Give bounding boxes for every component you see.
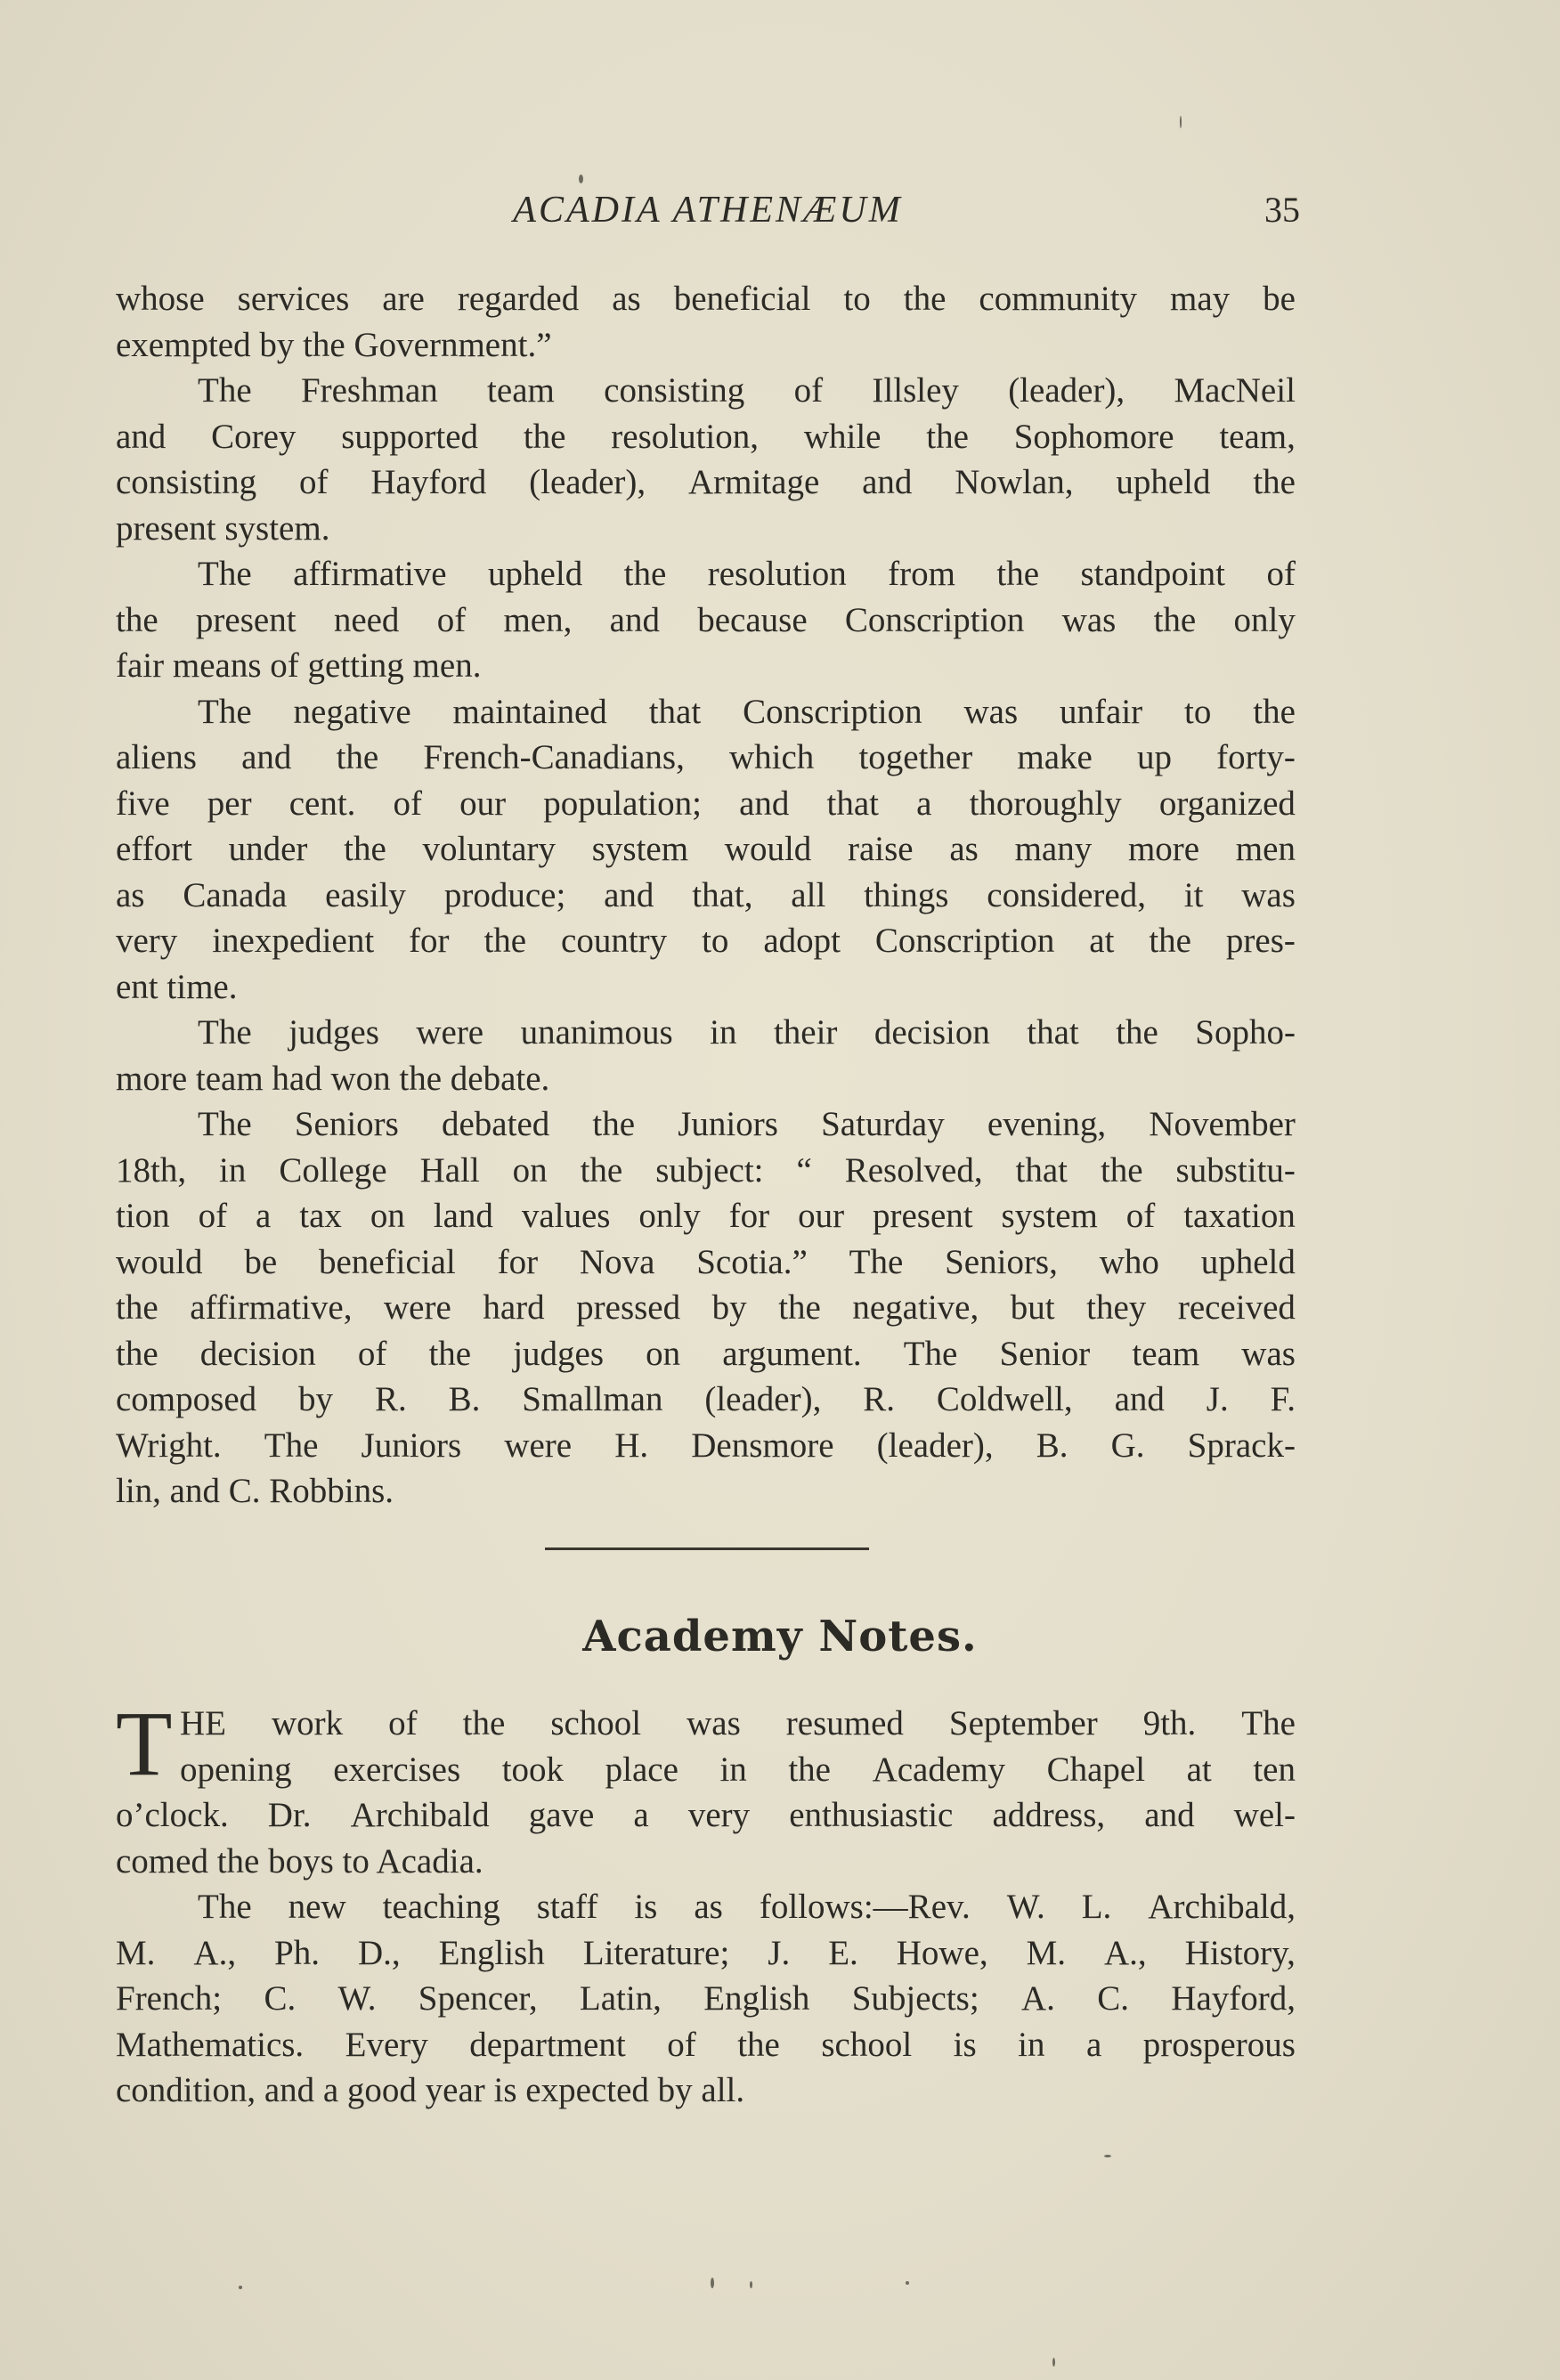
text-line: M. A., Ph. D., English Literature; J. E. Howe, M. A., History, <box>116 1933 1296 1972</box>
text-line: Mathematics. Every department of the school is in a prosperous <box>116 2025 1296 2064</box>
text-line: exempted by the Government.” <box>116 325 552 364</box>
text-line: The negative maintained that Conscription was unfair to the <box>198 692 1296 731</box>
text-line: and Corey supported the resolution, while the Sophomore team, <box>116 417 1296 456</box>
text-line: tion of a tax on land values only for our present system of taxation <box>116 1197 1296 1235</box>
debate-report-text <box>116 276 1296 1515</box>
text-line: five per cent. of our population; and that a thoroughly organized <box>116 784 1296 823</box>
text-line: the decision of the judges on argument. The Senior team was <box>116 1334 1296 1373</box>
ink-speck <box>1180 116 1182 128</box>
drop-cap-lines <box>116 1693 1296 1795</box>
section-heading: Academy Notes. <box>582 1612 978 1661</box>
page-number: 35 <box>1264 190 1300 230</box>
text-line: whose services are regarded as beneficial to the community may be <box>116 280 1296 318</box>
text-line: the present need of men, and because Conscription was the only <box>116 600 1296 639</box>
ink-speck <box>1052 2358 1055 2367</box>
text-line: The affirmative upheld the resolution from the standpoint of <box>198 555 1296 593</box>
text-line: would be beneficial for Nova Scotia.” The Seniors, who upheld <box>116 1242 1296 1281</box>
section-divider <box>545 1547 869 1550</box>
first-paragraph <box>116 1693 1296 1795</box>
ink-speck <box>711 2278 714 2288</box>
text-line: fair means of getting men. <box>116 646 482 685</box>
ink-speck <box>239 2286 242 2289</box>
text-line: The Freshman team consisting of Illsley (leader), MacNeil <box>198 371 1296 410</box>
running-title: ACADIA ATHENÆUM <box>513 190 903 231</box>
text-line: French; C. W. Spencer, Latin, English Subjects; A. C. Hayford, <box>116 1979 1296 2018</box>
ink-speck <box>1104 2155 1111 2157</box>
text-line: The new teaching staff is as follows:—Rev. W. L. Archibald, <box>198 1888 1296 1926</box>
text-line: condition, and a good year is expected by all. <box>116 2071 745 2109</box>
text-line: present system. <box>116 508 330 548</box>
drop-cap: T <box>116 1693 173 1795</box>
text-line: opening exercises took place in the Academy Chapel at ten <box>180 1750 1296 1789</box>
text-line: the affirmative, were hard pressed by the negative, but they received <box>116 1288 1296 1327</box>
text-line: 18th, in College Hall on the subject: “ Resolved, that the substitu- <box>116 1150 1296 1190</box>
text-line: lin, and C. Robbins. <box>116 1472 394 1510</box>
ink-speck <box>906 2281 909 2285</box>
text-line: aliens and the French-Canadians, which together make up forty- <box>116 738 1296 776</box>
text-line: effort under the voluntary system would raise as many more men <box>116 830 1296 868</box>
text-line: consisting of Hayford (leader), Armitage and Nowlan, upheld the <box>116 463 1296 501</box>
text-line: more team had won the debate. <box>116 1059 550 1098</box>
text-line: Wright. The Juniors were H. Densmore (leader), B. G. Sprack- <box>116 1426 1296 1465</box>
ink-speck <box>579 175 583 183</box>
text-line: o’clock. Dr. Archibald gave a very enthusiastic address, and wel- <box>116 1796 1296 1834</box>
text-line: as Canada easily produce; and that, all things considered, it was <box>116 875 1296 914</box>
text-line: HE work of the school was resumed September 9th. The <box>180 1704 1296 1742</box>
text-line: comed the boys to Acadia. <box>116 1841 483 1880</box>
academy-notes-text <box>116 1693 1296 2114</box>
text-line: composed by R. B. Smallman (leader), R. Coldwell, and J. F. <box>116 1380 1296 1418</box>
ink-speck <box>750 2281 752 2288</box>
academy-notes-rest <box>116 1792 1296 2114</box>
text-line: ent time. <box>116 967 238 1006</box>
page-header <box>116 189 1300 242</box>
text-line: The Seniors debated the Juniors Saturday evening, November <box>198 1105 1296 1143</box>
text-line: very inexpedient for the country to adopt Conscription at the pres- <box>116 922 1296 960</box>
text-line: The judges were unanimous in their decision that the Sopho- <box>198 1013 1296 1052</box>
